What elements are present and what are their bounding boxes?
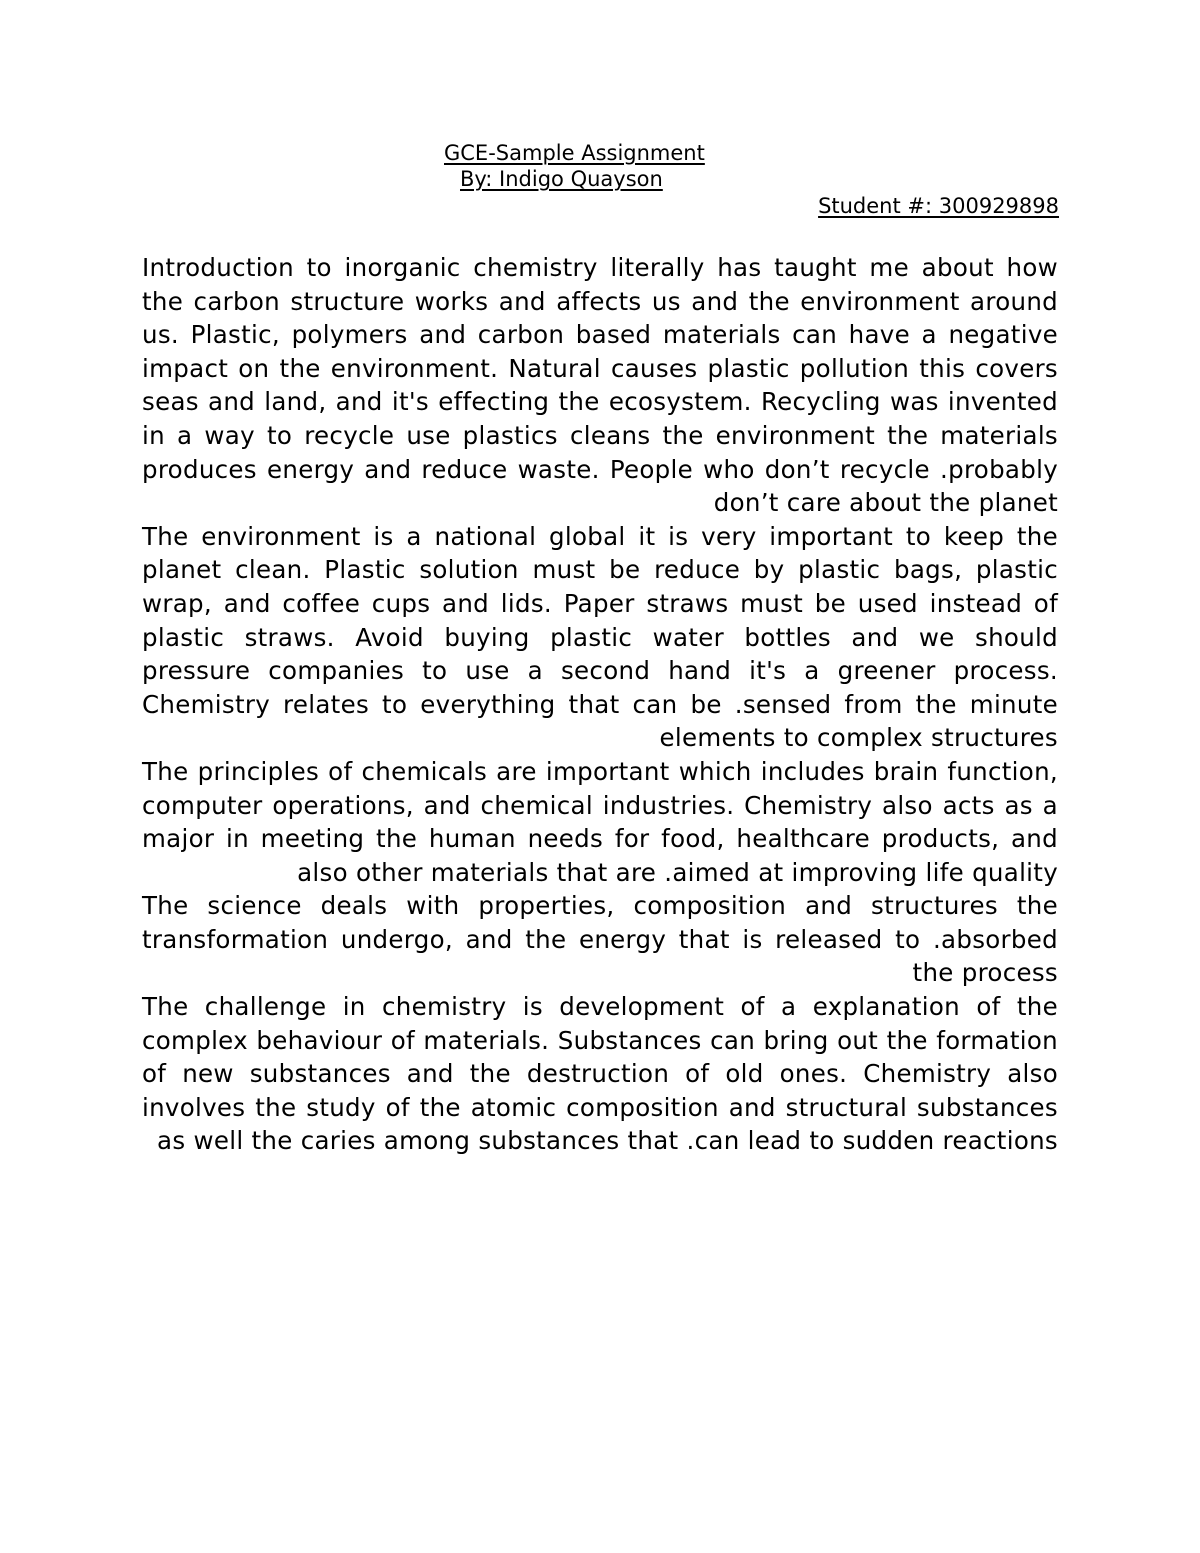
author-line: By: Indigo Quayson xyxy=(460,167,663,191)
paragraph-challenge: The challenge in chemistry is development of a explanation of the complex behaviour of materials. Substances can bring out the formation of new substances and the destruction of old ones. Chemistry also involves the study of the atomic composition and structural substances as well the caries among substances that .can lead to sudden reactions xyxy=(142,992,1058,1156)
paragraph-intro: Introduction to inorganic chemistry literally has taught me about how the carbon structure works and affects us and the environment around us. Plastic, polymers and carbon based materials can have a negative impact on the environment. Natural causes plastic pollution this covers seas and land, and it's effecting the ecosystem. Recycling was invented in a way to recycle use plastics cleans the environment the materials produces energy and reduce waste. People who don’t recycle .probably don’t care about the planet xyxy=(142,253,1058,518)
student-number: Student #: 300929898 xyxy=(818,194,1059,218)
document-title: GCE-Sample Assignment xyxy=(444,141,705,165)
paragraph-principles: The principles of chemicals are important which includes brain function, computer operations, and chemical industries. Chemistry also acts as a major in meeting the human needs for food, healthcare products, and also other materials that are .aimed at improving life quality xyxy=(142,756,1058,887)
document-body xyxy=(142,251,1058,1158)
paragraph-science: The science deals with properties, composition and structures the transformation undergo, and the energy that is released to .absorbed the process xyxy=(142,891,1058,988)
paragraph-environment: The environment is a national global it is very important to keep the planet clean. Plastic solution must be reduce by plastic bags, plastic wrap, and coffee cups and lids. Paper straws must be used instead of plastic straws. Avoid buying plastic water bottles and we should pressure companies to use a second hand it's a greener process. Chemistry relates to everything that can be .sensed from the minute elements to complex structures xyxy=(142,521,1058,753)
